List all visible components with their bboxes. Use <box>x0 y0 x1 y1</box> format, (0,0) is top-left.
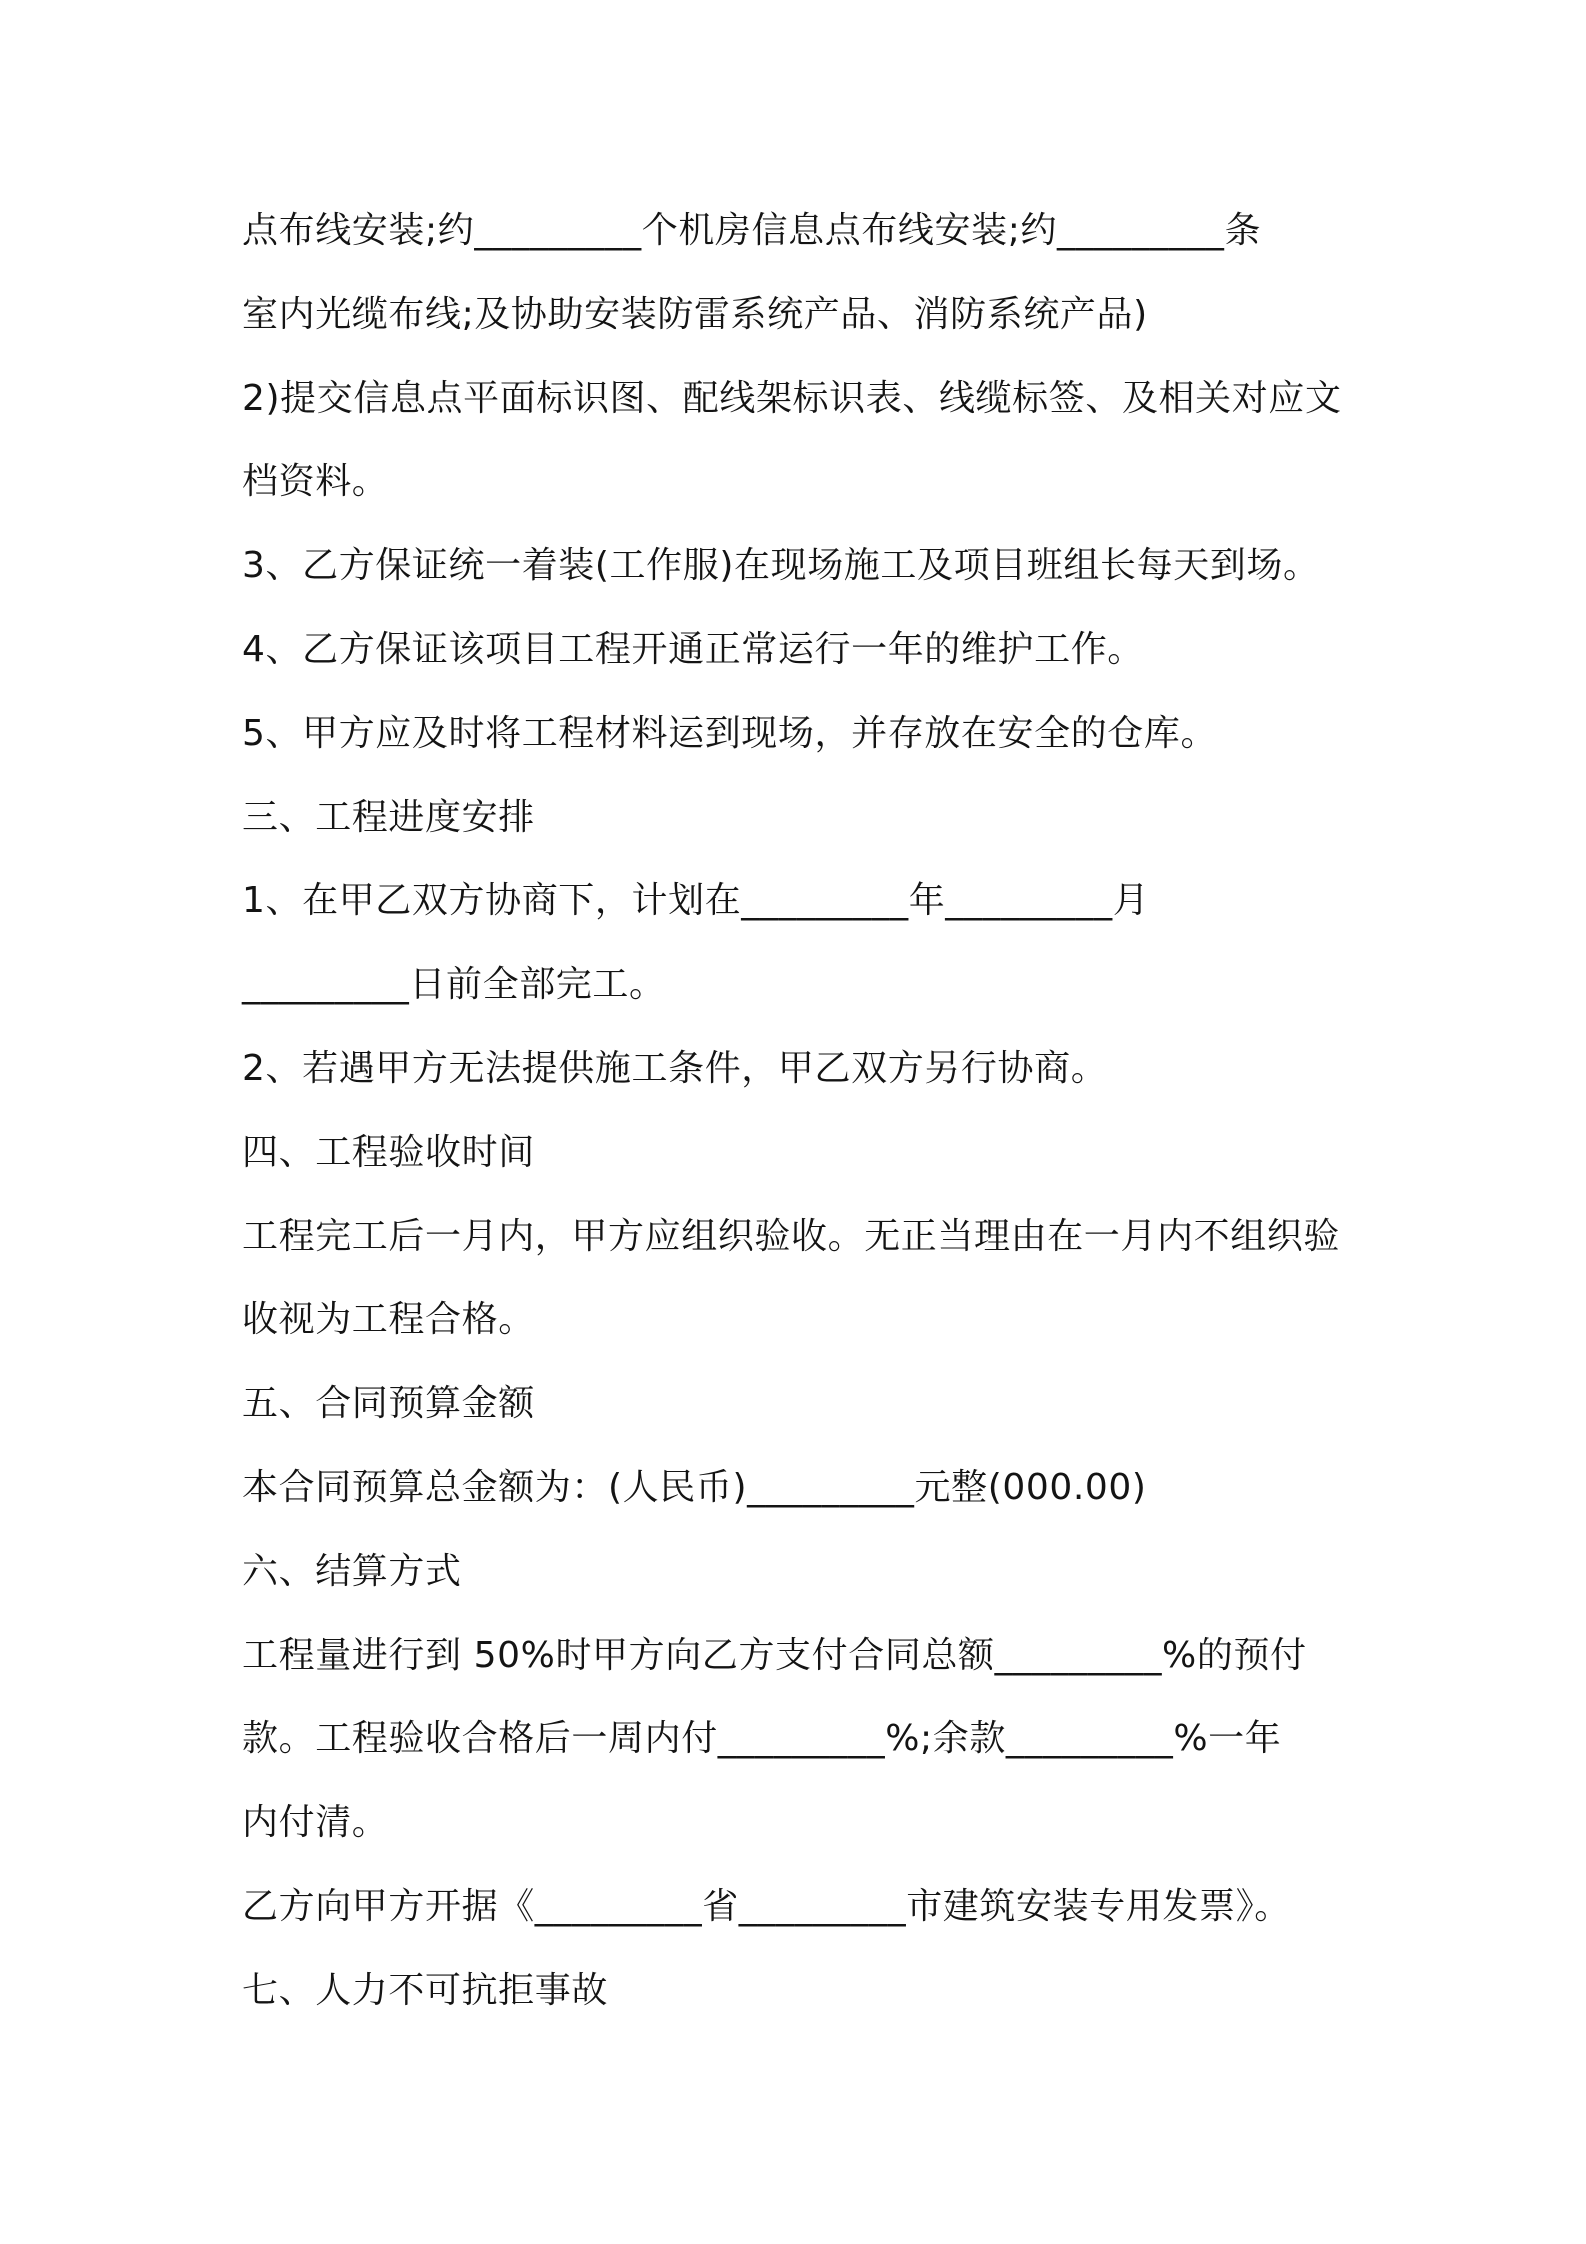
budget-paragraph: 本合同预算总金额为：(人民币)_________元整(000.00) <box>242 1466 1147 1508</box>
clause-5: 5、甲方应及时将工程材料运到现场，并存放在安全的仓库。 <box>242 712 1218 754</box>
settlement-paragraph-end: 内付清。 <box>242 1802 389 1844</box>
paragraph-line-documentation: 2)提交信息点平面标识图、配线架标识表、线缆标签、及相关对应文 <box>242 377 1342 419</box>
schedule-clause-1: 1、在甲乙双方协商下，计划在_________年_________月 <box>242 880 1150 922</box>
acceptance-paragraph: 工程完工后一月内，甲方应组织验收。无正当理由在一月内不组织验 <box>242 1215 1341 1257</box>
section-heading-acceptance: 四、工程验收时间 <box>242 1131 535 1173</box>
section-heading-schedule: 三、工程进度安排 <box>242 796 535 838</box>
section-heading-force-majeure: 七、人力不可抗拒事故 <box>242 1969 609 2011</box>
paragraph-line-documentation-cont: 档资料。 <box>242 461 389 503</box>
clause-3: 3、乙方保证统一着装(工作服)在现场施工及项目班组长每天到场。 <box>242 545 1320 587</box>
section-heading-settlement: 六、结算方式 <box>242 1550 462 1592</box>
schedule-clause-2: 2、若遇甲方无法提供施工条件，甲乙双方另行协商。 <box>242 1047 1108 1089</box>
section-heading-budget: 五、合同预算金额 <box>242 1383 535 1425</box>
paragraph-line-installation-cont: 室内光缆布线;及协助安装防雷系统产品、消防系统产品) <box>242 293 1148 335</box>
invoice-paragraph: 乙方向甲方开据《_________省_________市建筑安装专用发票》。 <box>242 1885 1291 1927</box>
settlement-paragraph: 工程量进行到 50%时甲方向乙方支付合同总额_________%的预付 <box>242 1634 1307 1676</box>
schedule-clause-1-cont: _________日前全部完工。 <box>242 964 666 1006</box>
acceptance-paragraph-cont: 收视为工程合格。 <box>242 1299 535 1341</box>
settlement-paragraph-cont: 款。工程验收合格后一周内付_________%;余款_________%一年 <box>242 1718 1282 1760</box>
document-body <box>242 189 1442 2033</box>
paragraph-line-installation: 点布线安装;约_________个机房信息点布线安装;约_________条 <box>242 210 1262 251</box>
clause-4: 4、乙方保证该项目工程开通正常运行一年的维护工作。 <box>242 628 1144 670</box>
